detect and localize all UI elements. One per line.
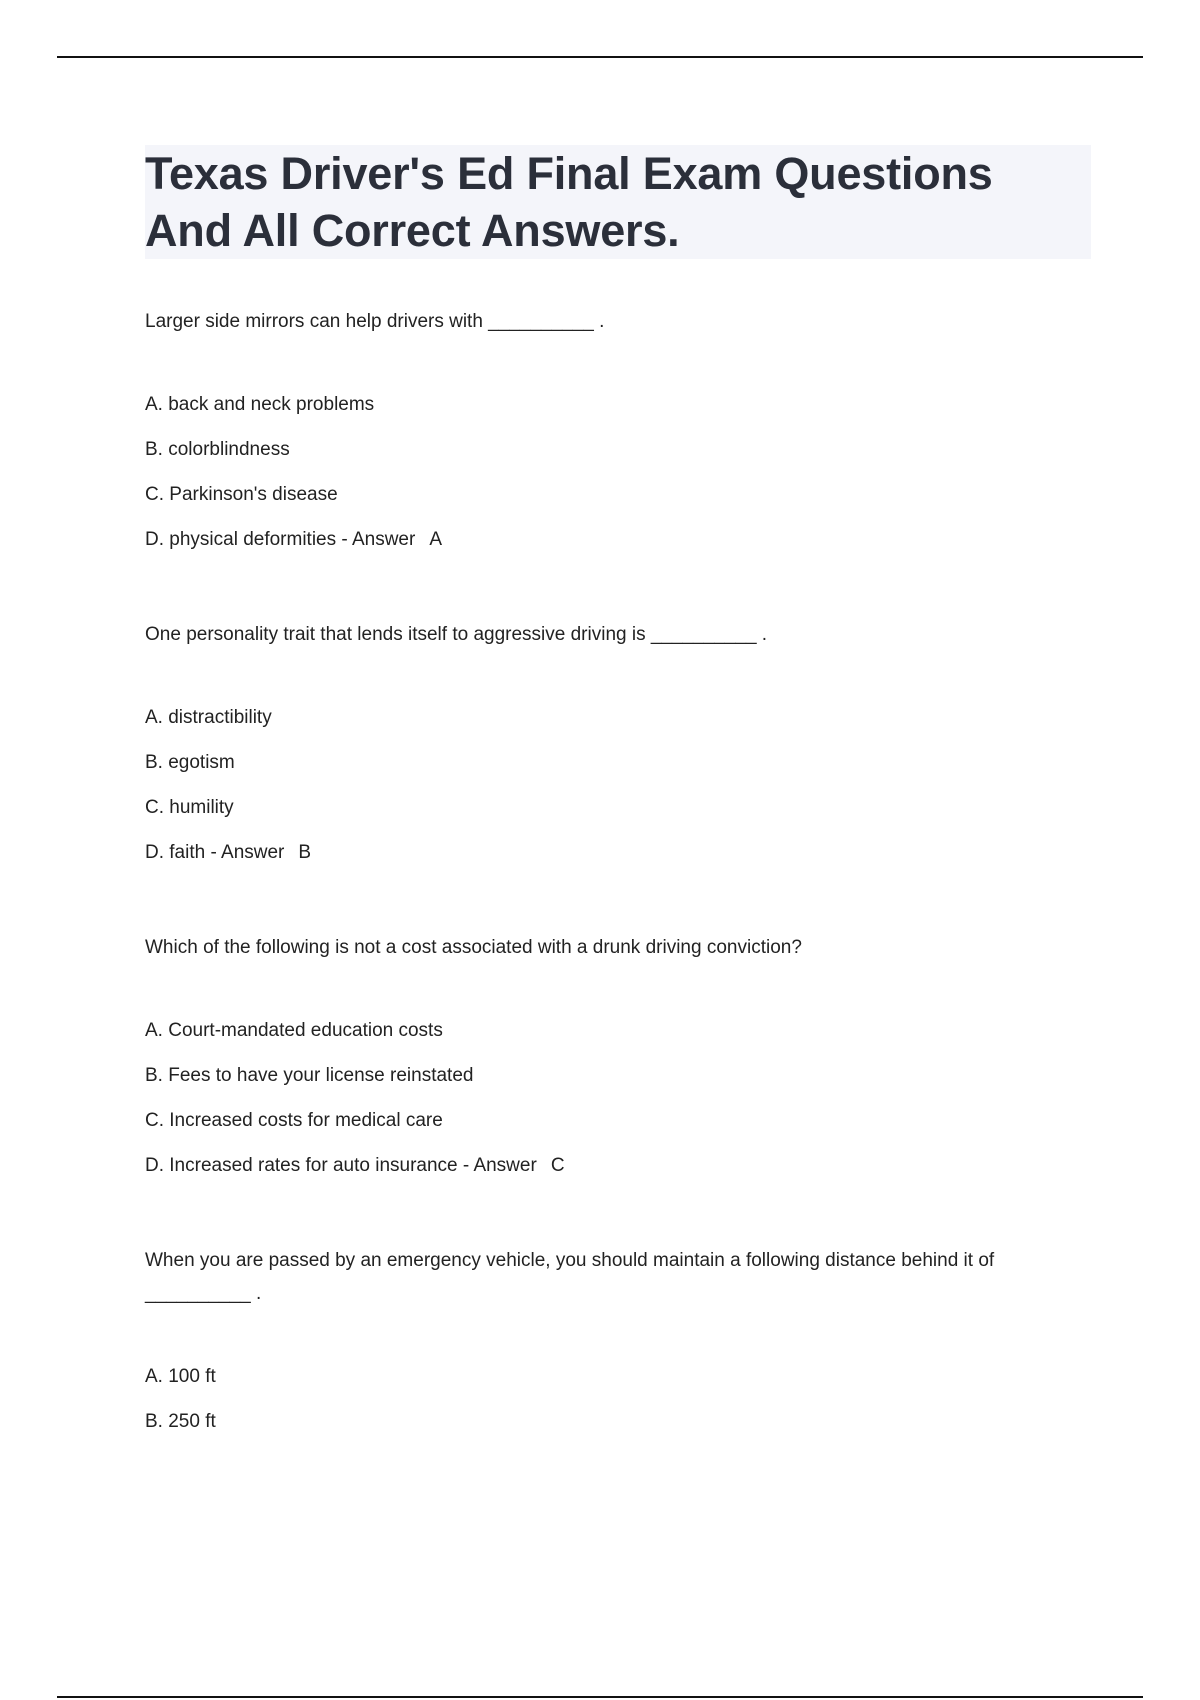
option-list bbox=[145, 1020, 1091, 1177]
question-text: Larger side mirrors can help drivers with __________ . bbox=[145, 311, 605, 332]
document-title bbox=[145, 145, 1091, 259]
option-c: C. Increased costs for medical care bbox=[145, 1110, 443, 1131]
top-rule bbox=[57, 56, 1143, 58]
question-text: Which of the following is not a cost associated with a drunk driving conviction? bbox=[145, 937, 802, 958]
option-b: B. 250 ft bbox=[145, 1411, 216, 1432]
option-d bbox=[145, 842, 1091, 864]
option-list bbox=[145, 1366, 1091, 1433]
answer-key: A bbox=[429, 529, 443, 550]
bottom-rule bbox=[57, 1696, 1143, 1698]
option-a: A. 100 ft bbox=[145, 1366, 216, 1387]
question-block bbox=[145, 618, 1091, 864]
option-a: A. Court-mandated education costs bbox=[145, 1020, 443, 1041]
option-a: A. distractibility bbox=[145, 707, 272, 728]
option-list bbox=[145, 707, 1091, 864]
option-list bbox=[145, 394, 1091, 551]
option-c: C. Parkinson's disease bbox=[145, 484, 338, 505]
option-b: B. Fees to have your license reinstated bbox=[145, 1065, 474, 1086]
option-b: B. colorblindness bbox=[145, 439, 290, 460]
question-list bbox=[145, 305, 1091, 1433]
answer-key: B bbox=[298, 842, 312, 863]
option-b: B. egotism bbox=[145, 752, 235, 773]
question-text bbox=[145, 1244, 1091, 1310]
option-d bbox=[145, 1155, 1091, 1177]
option-a: A. back and neck problems bbox=[145, 394, 375, 415]
question-text: One personality trait that lends itself to aggressive driving is __________ . bbox=[145, 624, 768, 645]
option-d-text: D. physical deformities - Answer bbox=[145, 529, 416, 550]
question-block bbox=[145, 931, 1091, 1177]
document-body bbox=[145, 145, 1091, 1433]
answer-key: C bbox=[550, 1155, 565, 1176]
title-line-1: Texas Driver's Ed Final Exam Questions bbox=[145, 148, 993, 199]
question-block bbox=[145, 1244, 1091, 1433]
title-line-2: And All Correct Answers. bbox=[145, 205, 680, 256]
question-text-line-1: When you are passed by an emergency vehicle, you should maintain a following distance behind it of bbox=[145, 1250, 995, 1271]
option-d-text: D. Increased rates for auto insurance - Answer bbox=[145, 1155, 537, 1176]
option-d bbox=[145, 529, 1091, 551]
option-d-text: D. faith - Answer bbox=[145, 842, 285, 863]
question-text-line-2: __________ . bbox=[145, 1283, 262, 1304]
question-block bbox=[145, 305, 1091, 551]
option-c: C. humility bbox=[145, 797, 234, 818]
